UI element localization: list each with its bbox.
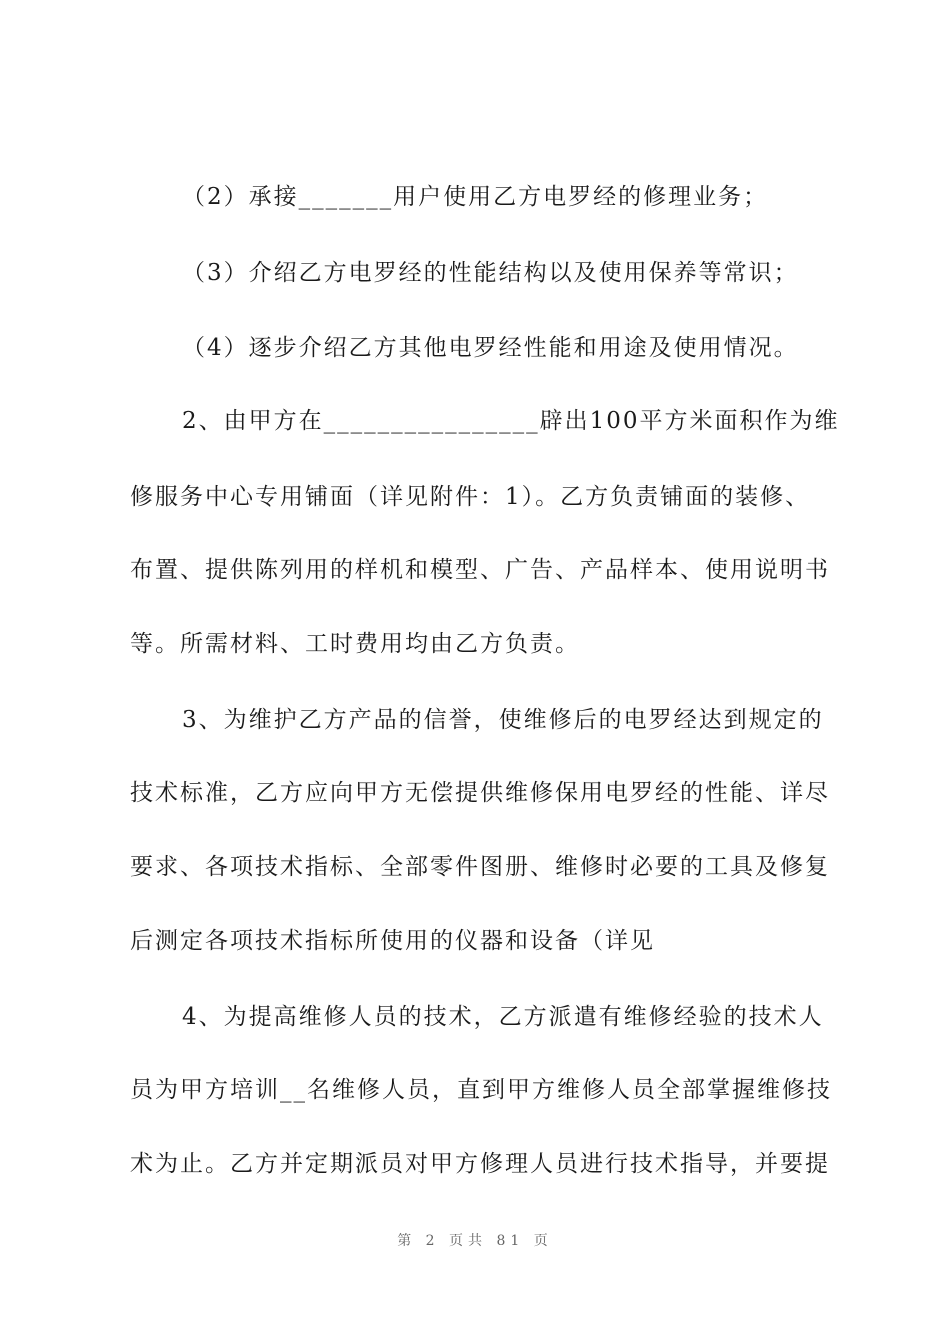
clause-2-line-1: 2、由甲方在________________辟出100平方米面积作为维: [182, 408, 840, 434]
clause-3-line-3: 要求、各项技术指标、全部零件图册、维修时必要的工具及修复: [130, 854, 830, 880]
clause-2-line-4: 等。所需材料、工时费用均由乙方负责。: [130, 631, 580, 657]
clause-2-line-2: 修服务中心专用铺面（详见附件：1）。乙方负责铺面的装修、: [130, 484, 811, 510]
clause-1-item-2: （2）承接_______用户使用乙方电罗经的修理业务；: [182, 184, 769, 210]
page-number-footer: 第 2 页共 81 页: [397, 1233, 553, 1249]
clause-1-item-3: （3）介绍乙方电罗经的性能结构以及使用保养等常识；: [182, 260, 799, 286]
clause-1-item-4: （4）逐步介绍乙方其他电罗经性能和用途及使用情况。: [182, 335, 799, 361]
clause-3-line-1: 3、为维护乙方产品的信誉，使维修后的电罗经达到规定的: [182, 707, 824, 733]
clause-2-line-3: 布置、提供陈列用的样机和模型、广告、产品样本、使用说明书: [130, 557, 830, 583]
clause-4-line-2: 员为甲方培训__名维修人员，直到甲方维修人员全部掌握维修技: [130, 1077, 832, 1103]
clause-3-line-4: 后测定各项技术指标所使用的仪器和设备（详见: [130, 928, 655, 954]
clause-4-line-3: 术为止。乙方并定期派员对甲方修理人员进行技术指导，并要提: [130, 1151, 830, 1177]
clause-4-line-1: 4、为提高维修人员的技术，乙方派遣有维修经验的技术人: [182, 1004, 824, 1030]
clause-3-line-2: 技术标准，乙方应向甲方无偿提供维修保用电罗经的性能、详尽: [130, 780, 830, 806]
